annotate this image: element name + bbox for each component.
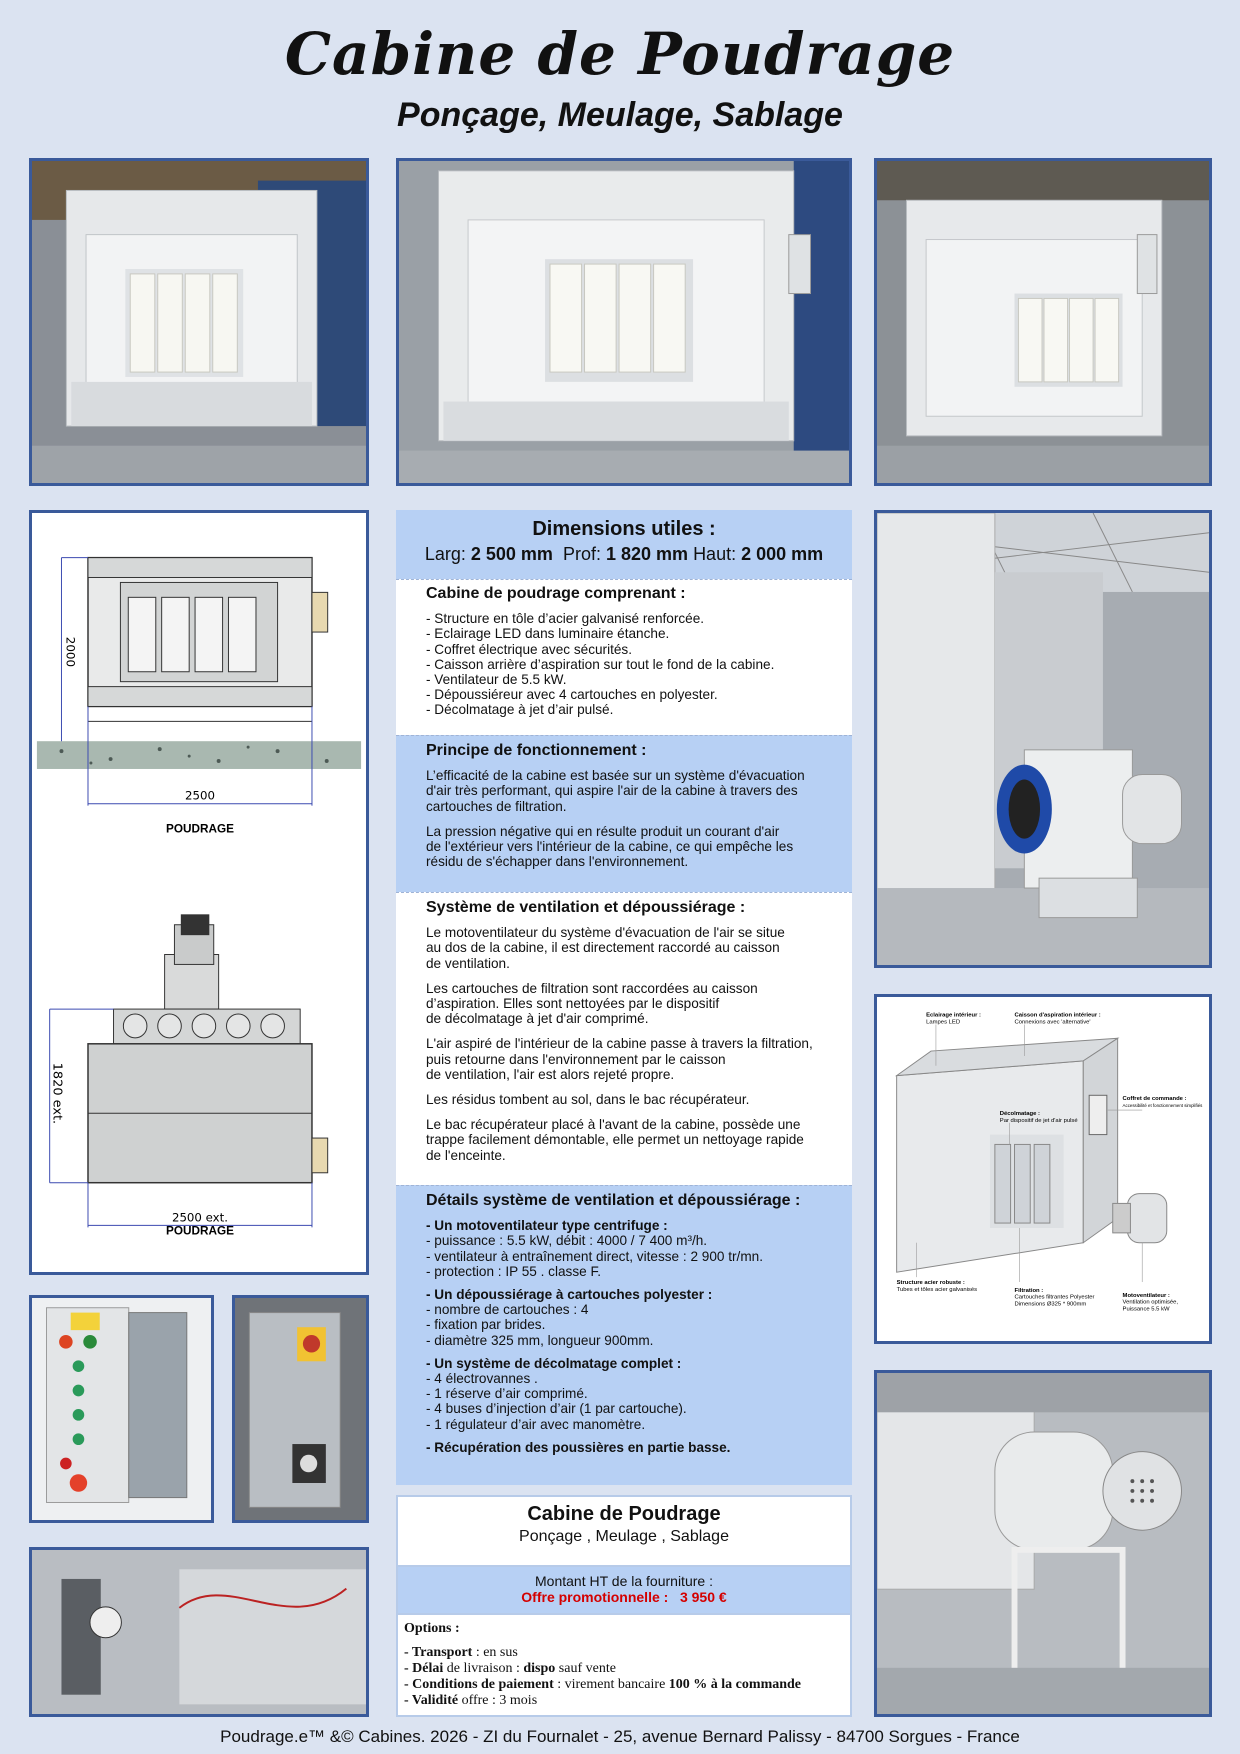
offer-promo: [398, 1589, 850, 1605]
list-item: - ventilateur à entraînement direct, vitesse : 2 900 tr/mn.: [426, 1248, 763, 1264]
diagram-label-decolmatage: Décolmatage :: [999, 1110, 1040, 1117]
haut-label: Haut:: [693, 544, 737, 565]
option-transport: - Transport : en sus: [404, 1645, 518, 1660]
list-item: - 1 régulateur d’air avec manomètre.: [426, 1416, 646, 1432]
details-title: Détails système de ventilation et dépoussiérage :: [426, 1192, 801, 1209]
ventilation-p2: Les cartouches de filtration sont raccordées au caisson d’aspiration. Elles sont nettoyées par le dispositif de décolmatage à jet d'air comprimé.: [426, 980, 758, 1027]
list-item: - diamètre 325 mm, longueur 900mm.: [426, 1332, 654, 1348]
principe-title: Principe de fonctionnement :: [426, 742, 647, 759]
list-item: - 1 réserve d’air comprimé.: [426, 1386, 588, 1402]
diagram-sub-eclairage: Lampes LED: [926, 1019, 961, 1026]
list-item: - Structure en tôle d’acier galvanisé renforcée.: [426, 611, 705, 627]
diagram-label-eclairage: Eclairage intérieur :: [926, 1012, 981, 1019]
option-conditions: - Conditions de paiement : virement bancaire 100 % à la commande: [404, 1677, 802, 1692]
diagram-sub-moto-2: Puissance 5.5 kW: [1122, 1306, 1170, 1313]
list-item: - 4 électrovannes .: [426, 1371, 538, 1387]
page-subtitle: Ponçage, Meulage, Sablage: [397, 96, 843, 134]
details-group-title: - Un dépoussiérage à cartouches polyester :: [426, 1287, 713, 1303]
ventilation-title: Système de ventilation et dépoussiérage :: [426, 899, 746, 916]
diagram-sub-filtration-2: Dimensions Ø325 * 900mm: [1014, 1301, 1087, 1308]
diagram-sub-moto-1: Ventilation optimisée,: [1122, 1299, 1179, 1306]
details-group-title: - Un motoventilateur type centrifuge :: [426, 1218, 668, 1234]
ventilation-p4: Les résidus tombent au sol, dans le bac récupérateur.: [426, 1092, 750, 1108]
diagram-label-structure: Structure acier robuste :: [896, 1279, 965, 1286]
diagram-label-coffret: Coffret de commande :: [1122, 1096, 1187, 1103]
offer-name: Cabine de Poudrage: [527, 1503, 721, 1525]
control-panel-photo: [29, 1295, 214, 1523]
diagram-label-moto: Motoventilateur :: [1122, 1292, 1170, 1299]
page-title: Cabine de Poudrage: [284, 20, 956, 88]
list-item: - Ventilateur de 5.5 kW.: [426, 672, 567, 688]
cabin-photo-right: [874, 158, 1212, 486]
list-item: - nombre de cartouches : 4: [426, 1302, 589, 1318]
diagram-sub-caisson: Connexions avec 'alternative': [1014, 1019, 1091, 1026]
front-height-label: 2000: [63, 636, 78, 668]
top-caption: POUDRAGE: [165, 1223, 234, 1238]
details-group-title: - Un système de décolmatage complet :: [426, 1355, 682, 1371]
haut-value: 2 000 mm: [741, 544, 824, 565]
option-validite: - Validité offre : 3 mois: [404, 1693, 538, 1708]
diagram-sub-decolmatage: Par dispositif de jet d'air pulsé: [999, 1117, 1078, 1124]
diagram-sub-structure: Tubes et tôles acier galvanisés: [896, 1286, 978, 1293]
footer: Poudrage.e™ &© Cabines. 2026 - ZI du Fournalet - 25, avenue Bernard Palissy - 84700 Sorgues - France: [220, 1727, 1020, 1746]
top-width-label: 2500 ext.: [171, 1210, 229, 1225]
offer-montant: Montant HT de la fourniture :: [535, 1573, 713, 1589]
cabin-photo-left: [29, 158, 369, 486]
motor-photo: [874, 1370, 1212, 1717]
front-caption: POUDRAGE: [165, 821, 234, 836]
ventilation-p1: Le motoventilateur du système d'évacuation de l'air se situe au dos de la cabine, il est directement raccordé au caisson de ventilation.: [426, 925, 785, 971]
offer-sub: Ponçage , Meulage , Sablage: [519, 1528, 729, 1545]
cabin-diagram: [874, 994, 1212, 1344]
list-item: - puissance : 5.5 kW, débit : 4000 / 7 400 m³/h.: [426, 1233, 708, 1249]
ventilation-p5: Le bac récupérateur placé à l'avant de la cabine, possède une trappe facilement démontable, elle permet un nettoyage rapide de l'enceinte.: [426, 1117, 804, 1163]
cabine-title: Cabine de poudrage comprenant :: [426, 585, 686, 602]
list-item: - Dépoussiéreur avec 4 cartouches en polyester.: [426, 687, 718, 703]
list-item: - protection : IP 55 . classe F.: [426, 1263, 602, 1279]
list-item: - 4 buses d’injection d’air (1 par cartouche).: [426, 1401, 687, 1417]
list-item: - fixation par brides.: [426, 1317, 546, 1333]
offer-promo-label: Offre promotionnelle :: [521, 1589, 669, 1605]
ventilation-section: [396, 892, 852, 1185]
larg-label: Larg:: [424, 544, 466, 565]
front-width-label: 2500: [185, 788, 215, 803]
ventilation-p3: L'air aspiré de l'intérieur de la cabine passe à travers la filtration, puis retourne dans l'environnement par le caisson de ventilation, l'air est alors rejeté propre.: [426, 1036, 813, 1082]
dimensions-values: [406, 544, 842, 565]
details-group-title: - Récupération des poussières en partie basse.: [426, 1439, 731, 1455]
list-item: - Décolmatage à jet d’air pulsé.: [426, 702, 614, 718]
air-regulator-photo: [29, 1547, 369, 1717]
list-item: - Eclairage LED dans luminaire étanche.: [426, 626, 670, 642]
diagram-sub-filtration-1: Cartouches filtrantes Polyester: [1014, 1294, 1095, 1301]
offer-box: [396, 1495, 852, 1717]
list-item: - Caisson arrière d’aspiration sur tout le fond de la cabine.: [426, 656, 775, 672]
cabine-section: [396, 579, 852, 735]
principe-p1: L’efficacité de la cabine est basée sur un système d'évacuation d'air très performant, qui aspire l'air de la cabine à travers des cartouches de filtration.: [426, 768, 805, 814]
dimensions-section: [396, 510, 852, 579]
options-title: Options :: [404, 1621, 460, 1636]
principe-p2: La pression négative qui en résulte produit un courant d'air de l'extérieur vers l'intérieur de la cabine, ce qui empêche les résidu de s'échapper dans l'environnement.: [426, 823, 794, 870]
top-depth-label: 1820 ext.: [49, 1062, 65, 1125]
ventilation-unit-photo: [874, 510, 1212, 968]
prof-value: 1 820 mm: [605, 544, 689, 565]
details-section: [396, 1185, 852, 1485]
larg-value: 2 500 mm: [470, 544, 553, 565]
diagram-label-caisson: Caisson d'aspiration intérieur :: [1014, 1012, 1101, 1019]
options-section: [398, 1615, 850, 1715]
principe-section: [396, 735, 852, 892]
diagram-label-filtration: Filtration :: [1014, 1287, 1044, 1294]
technical-drawing: [29, 510, 369, 1275]
option-delai: - Délai de livraison : dispo sauf vente: [404, 1661, 616, 1676]
prof-label: Prof:: [562, 544, 601, 565]
diagram-sub-coffret: Accessibilité et fonctionnement simplifiés: [1122, 1103, 1203, 1109]
electrical-box-photo: [232, 1295, 369, 1523]
offer-promo-price: 3 950 €: [679, 1589, 727, 1605]
dimensions-title: Dimensions utiles :: [532, 518, 716, 540]
cabin-photo-center: [396, 158, 852, 486]
list-item: - Coffret électrique avec sécurités.: [426, 641, 633, 657]
